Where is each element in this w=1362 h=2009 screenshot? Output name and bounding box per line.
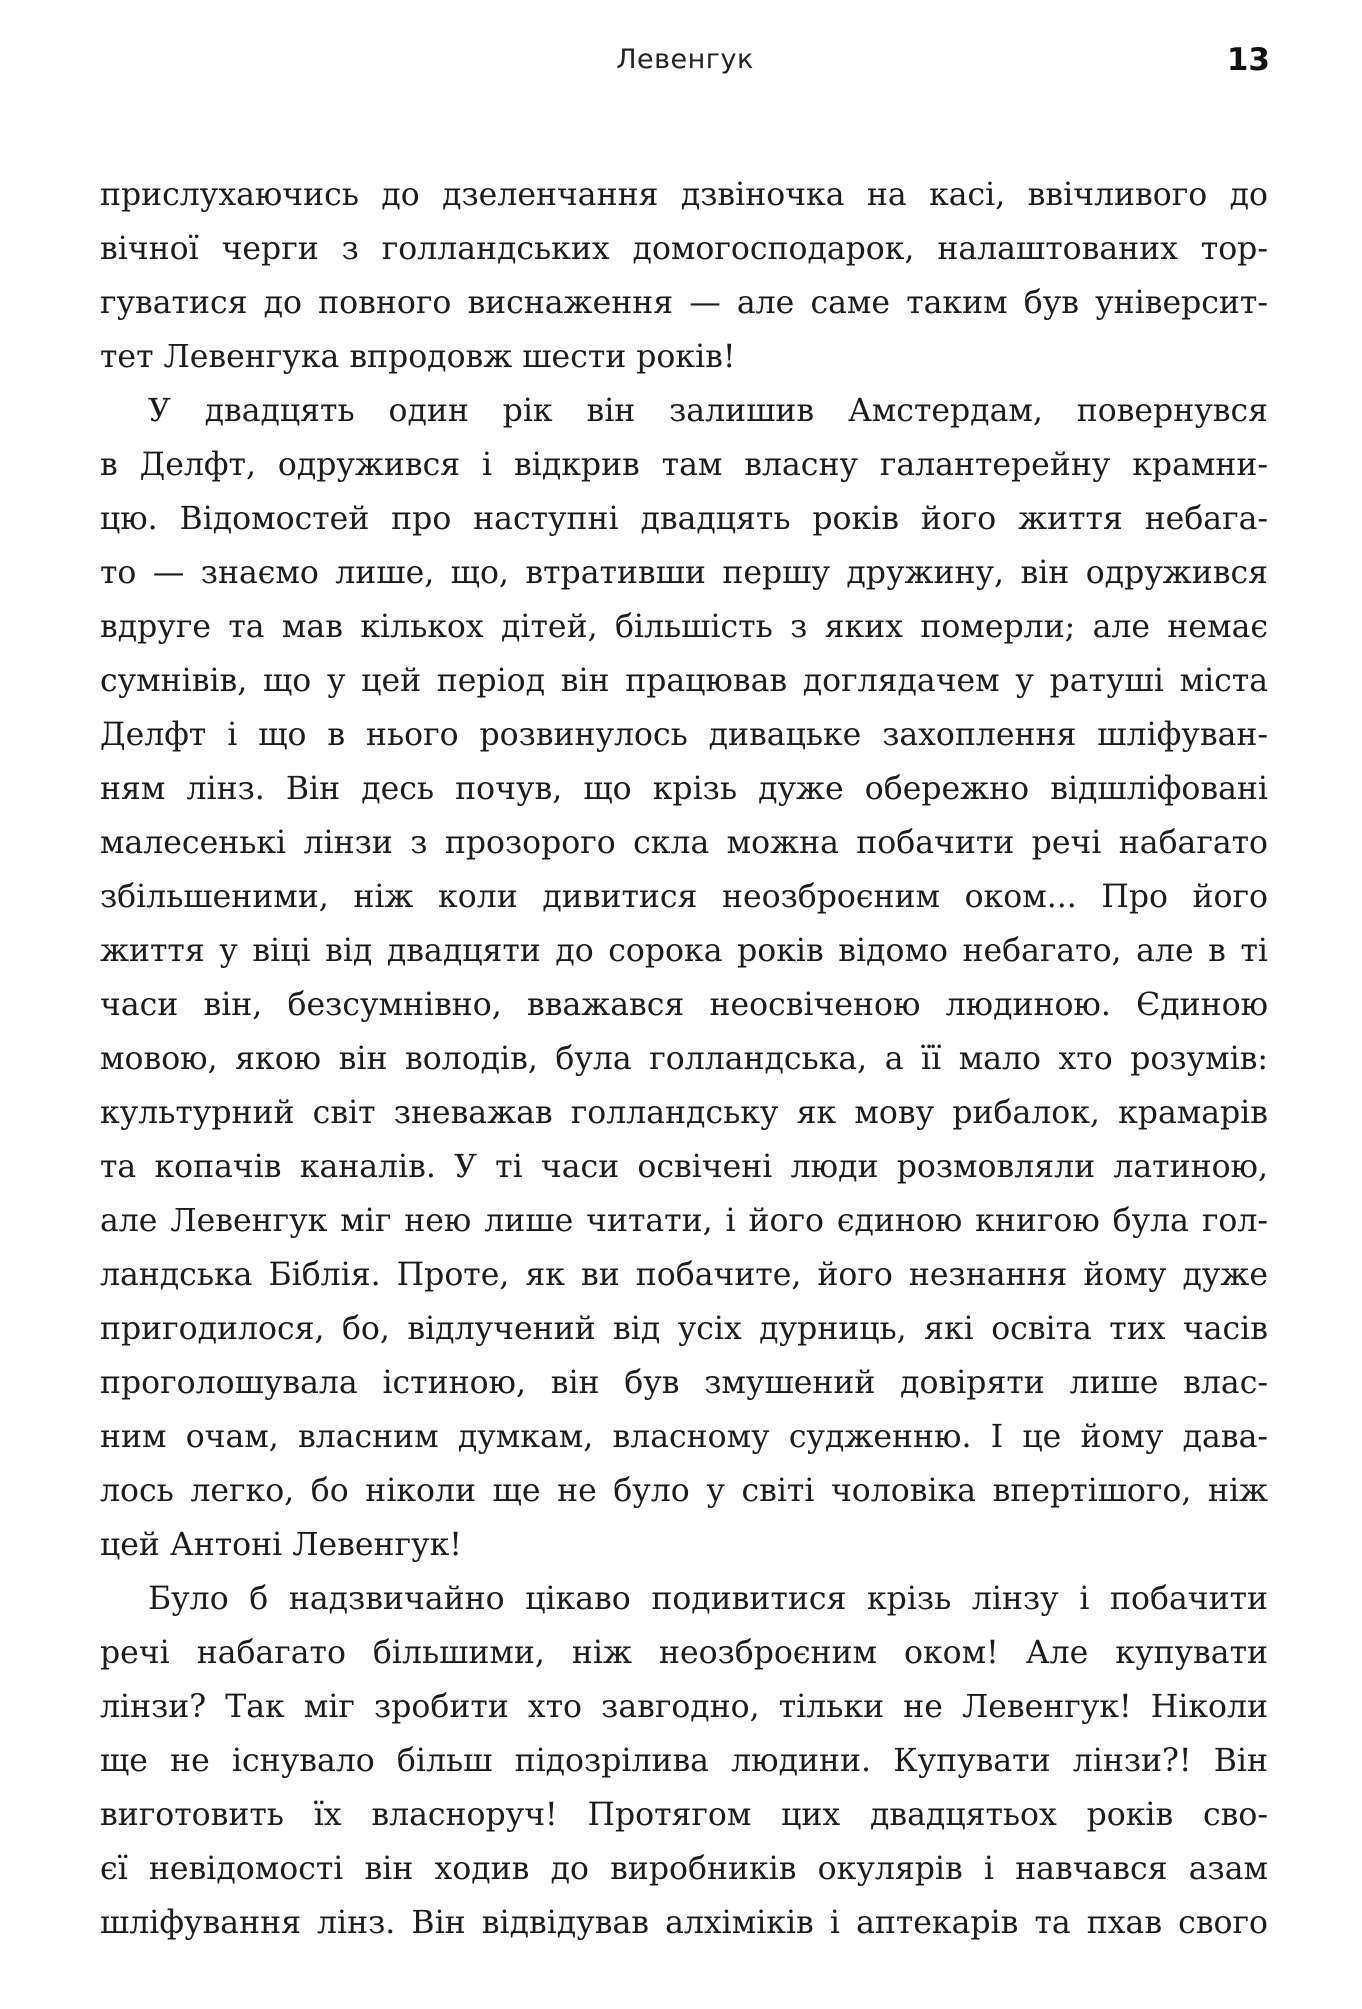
text-line: прислухаючись до дзеленчання дзвіночка на касі, ввічливого до bbox=[100, 177, 1268, 213]
running-header bbox=[100, 44, 1270, 84]
text-line: ням лінз. Він десь почув, що крізь дуже обережно відшліфовані bbox=[100, 771, 1268, 807]
text-line: виготовить їх власноруч! Протягом цих двадцятьох років сво- bbox=[100, 1797, 1268, 1833]
text-line: та копачів каналів. У ті часи освічені люди розмовляли латиною, bbox=[100, 1149, 1268, 1185]
text-line: Делфт і що в нього розвинулось дивацьке захоплення шліфуван- bbox=[100, 717, 1268, 753]
text-line: проголошувала істиною, він був змушений довіряти лише влас- bbox=[100, 1365, 1268, 1401]
text-line: ще не існувало більш підозрілива людини. Купувати лінзи?! Він bbox=[100, 1743, 1268, 1779]
paragraph bbox=[100, 168, 1268, 384]
text-line: пригодилося, бо, відлучений від усіх дурниць, які освіта тих часів bbox=[100, 1311, 1268, 1347]
text-line: єї невідомості він ходив до виробників окулярів і навчався азам bbox=[100, 1851, 1268, 1887]
text-line: ландська Біблія. Проте, як ви побачите, його незнання йому дуже bbox=[100, 1257, 1268, 1293]
body-text bbox=[100, 168, 1268, 1950]
text-line: культурний світ зневажав голландську як мову рибалок, крамарів bbox=[100, 1095, 1268, 1131]
text-line: ним очам, власним думкам, власному судженню. І це йому дава- bbox=[100, 1419, 1268, 1455]
text-line: часи він, безсумнівно, вважався неосвіченою людиною. Єдиною bbox=[100, 987, 1268, 1023]
text-line: мовою, якою він володів, була голландська, а її мало хто розумів: bbox=[100, 1041, 1268, 1077]
text-line: збільшеними, ніж коли дивитися неозброєним оком... Про його bbox=[100, 879, 1268, 915]
text-line: але Левенгук міг нею лише читати, і його єдиною книгою була гол- bbox=[100, 1203, 1268, 1239]
text-line: то — знаємо лише, що, втративши першу дружину, він одружився bbox=[100, 555, 1268, 591]
text-line: гуватися до повного виснаження — але саме таким був університ- bbox=[100, 285, 1268, 321]
text-line: лінзи? Так міг зробити хто завгодно, тільки не Левенгук! Ніколи bbox=[100, 1689, 1268, 1725]
text-line: У двадцять один рік він залишив Амстердам, повернувся bbox=[148, 393, 1268, 429]
text-line: в Делфт, одружився і відкрив там власну галантерейну крамни- bbox=[100, 447, 1268, 483]
text-line: життя у віці від двадцяти до сорока років відомо небагато, але в ті bbox=[100, 933, 1268, 969]
text-line: цю. Відомостей про наступні двадцять років його життя небага- bbox=[100, 501, 1268, 537]
text-line: речі набагато більшими, ніж неозброєним оком! Але купувати bbox=[100, 1635, 1268, 1671]
text-line: сумнівів, що у цей період він працював доглядачем у ратуші міста bbox=[100, 663, 1268, 699]
text-line: шліфування лінз. Він відвідував алхіміків і аптекарів та пхав свого bbox=[100, 1905, 1268, 1941]
running-title: Левенгук bbox=[616, 44, 754, 75]
paragraph bbox=[100, 1572, 1268, 1950]
text-line: Було б надзвичайно цікаво подивитися крізь лінзу і побачити bbox=[148, 1581, 1268, 1617]
text-line: малесенькі лінзи з прозорого скла можна побачити речі набагато bbox=[100, 825, 1268, 861]
text-line: вічної черги з голландських домогосподарок, налаштованих тор- bbox=[100, 231, 1268, 267]
text-line: тет Левенгука впродовж шести років! bbox=[100, 339, 736, 375]
text-line: цей Антоні Левенгук! bbox=[100, 1527, 462, 1563]
text-line: вдруге та мав кількох дітей, більшість з яких померли; але немає bbox=[100, 609, 1268, 645]
page-number: 13 bbox=[1226, 42, 1270, 78]
paragraph bbox=[100, 384, 1268, 1572]
text-line: лось легко, бо ніколи ще не було у світі чоловіка впертішого, ніж bbox=[100, 1473, 1268, 1509]
